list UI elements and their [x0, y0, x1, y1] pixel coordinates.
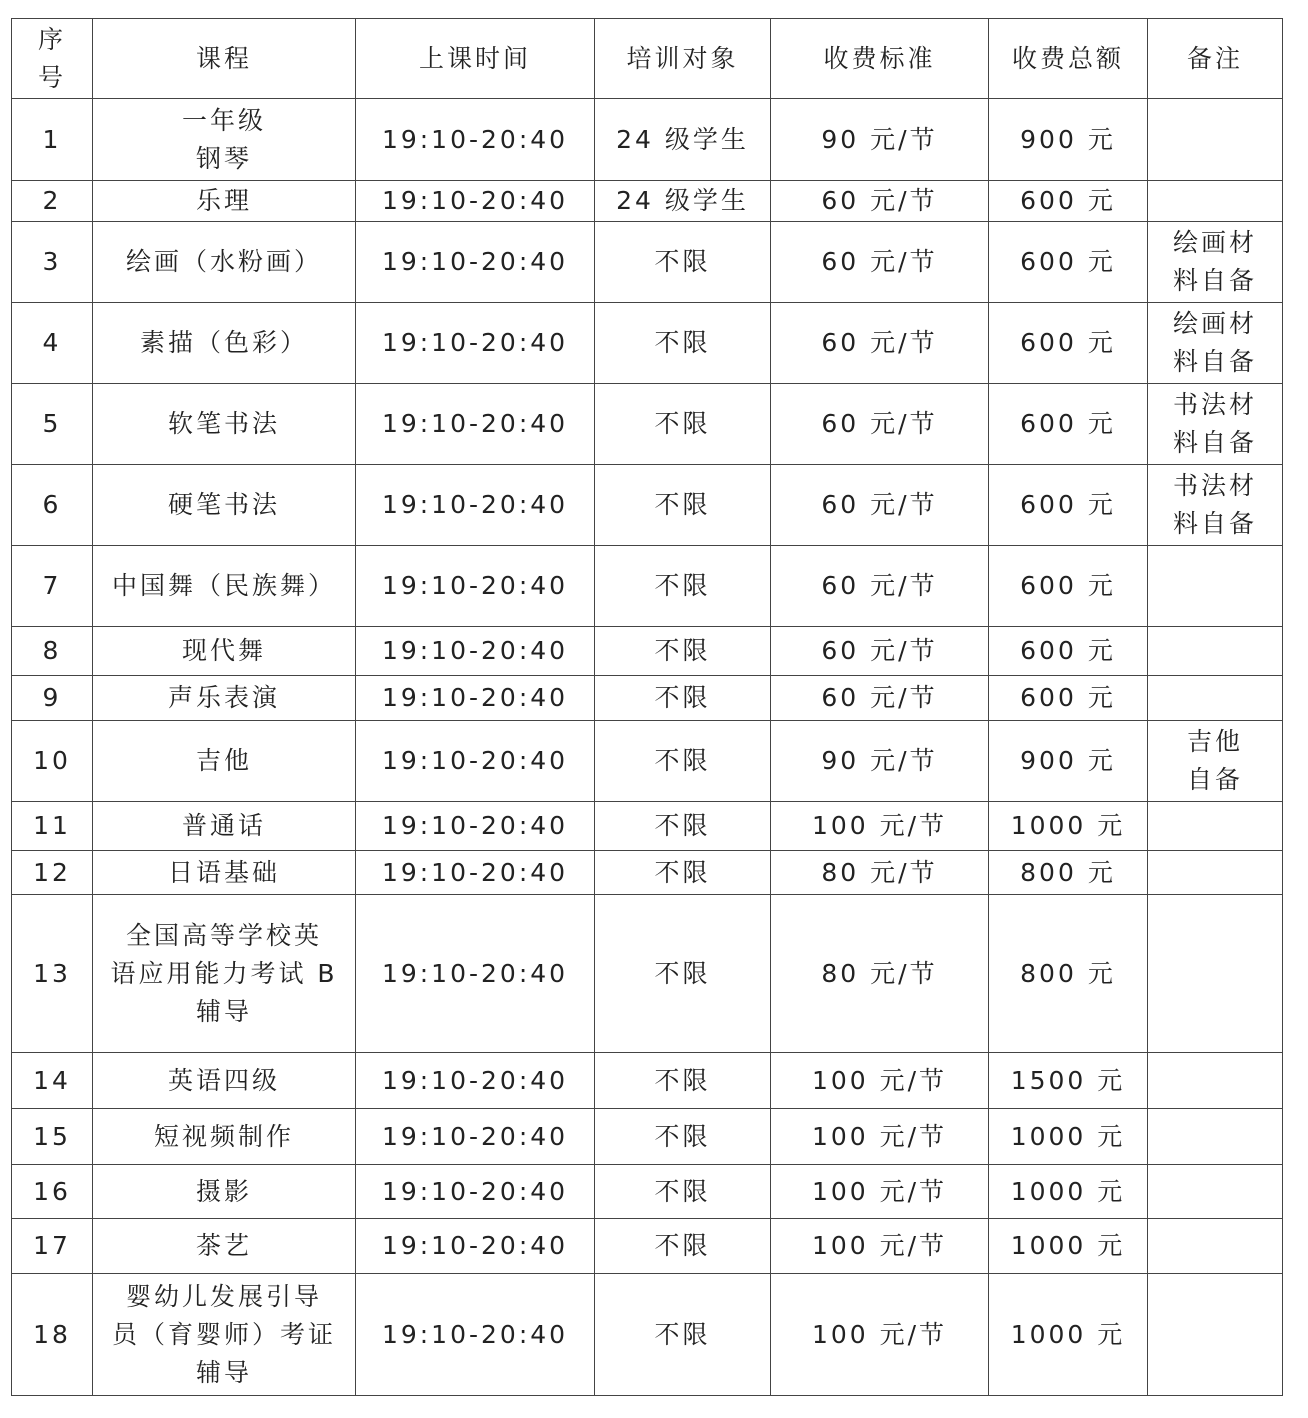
row-time	[356, 802, 595, 851]
row-target	[595, 465, 771, 546]
table-row	[12, 627, 1283, 676]
table-row	[12, 851, 1283, 895]
row-note-text: 书法材 料自备	[1172, 471, 1257, 538]
row-time-text: 19:10-20:40	[381, 857, 569, 887]
row-time	[356, 851, 595, 895]
row-course-text: 英语四级	[167, 1065, 280, 1095]
row-course	[93, 303, 356, 384]
row-fee	[771, 1165, 989, 1219]
row-note	[1148, 1165, 1283, 1219]
row-note	[1148, 627, 1283, 676]
row-total-text: 1500 元	[1010, 1065, 1126, 1095]
row-course	[93, 851, 356, 895]
row-time-text: 19:10-20:40	[381, 811, 569, 840]
row-total	[989, 676, 1148, 721]
row-course	[93, 181, 356, 222]
row-fee	[771, 895, 989, 1053]
row-note	[1148, 222, 1283, 303]
row-target	[595, 895, 771, 1053]
row-seq-text: 12	[33, 857, 71, 887]
row-fee	[771, 465, 989, 546]
row-target	[595, 1109, 771, 1165]
row-target-text: 不限	[654, 571, 711, 600]
row-fee	[771, 303, 989, 384]
row-course	[93, 384, 356, 465]
row-total-text: 1000 元	[1010, 811, 1126, 840]
row-seq	[12, 99, 93, 181]
row-fee-text: 60 元/节	[821, 409, 938, 438]
row-target-text: 不限	[654, 1319, 711, 1349]
row-fee-text: 60 元/节	[821, 328, 938, 357]
row-time	[356, 181, 595, 222]
row-note	[1148, 721, 1283, 802]
row-time-text: 19:10-20:40	[381, 746, 569, 775]
row-time	[356, 895, 595, 1053]
row-seq-text: 13	[33, 958, 71, 988]
row-target	[595, 802, 771, 851]
row-total	[989, 1219, 1148, 1274]
row-seq	[12, 303, 93, 384]
row-total	[989, 627, 1148, 676]
row-seq-text: 14	[33, 1065, 71, 1095]
row-time	[356, 384, 595, 465]
row-course-text: 声乐表演	[167, 683, 280, 712]
row-fee-text: 80 元/节	[821, 857, 938, 887]
table-row	[12, 303, 1283, 384]
row-course	[93, 1053, 356, 1109]
row-seq	[12, 1109, 93, 1165]
row-time-text: 19:10-20:40	[381, 1319, 569, 1349]
row-total	[989, 546, 1148, 627]
table-row	[12, 1053, 1283, 1109]
row-note	[1148, 1053, 1283, 1109]
row-time-text: 19:10-20:40	[381, 186, 569, 215]
row-total-text: 1000 元	[1010, 1121, 1126, 1151]
row-note-text: 绘画材 料自备	[1172, 309, 1257, 376]
row-target-text: 不限	[654, 247, 711, 276]
row-course-text: 普通话	[181, 811, 266, 840]
row-note	[1148, 1274, 1283, 1396]
row-fee-text: 100 元/节	[811, 1319, 948, 1349]
row-note	[1148, 1219, 1283, 1274]
row-course	[93, 1165, 356, 1219]
row-target	[595, 1053, 771, 1109]
row-seq-text: 3	[42, 247, 62, 276]
row-course	[93, 1274, 356, 1396]
row-seq-text: 16	[33, 1176, 71, 1206]
row-note	[1148, 1109, 1283, 1165]
row-fee-text: 100 元/节	[811, 1121, 948, 1151]
row-total	[989, 222, 1148, 303]
row-note	[1148, 546, 1283, 627]
row-note	[1148, 851, 1283, 895]
row-course-text: 全国高等学校英 语应用能力考试 B 辅导	[110, 920, 338, 1026]
row-fee	[771, 721, 989, 802]
row-target	[595, 1274, 771, 1396]
row-target-text: 不限	[654, 328, 711, 357]
row-total	[989, 1274, 1148, 1396]
row-fee	[771, 802, 989, 851]
row-target-text: 不限	[654, 746, 711, 775]
row-fee-text: 80 元/节	[821, 958, 938, 988]
row-total	[989, 181, 1148, 222]
row-seq	[12, 676, 93, 721]
row-seq-text: 10	[33, 746, 71, 775]
row-note	[1148, 895, 1283, 1053]
row-course-text: 绘画（水粉画）	[125, 247, 322, 276]
row-seq-text: 4	[42, 328, 62, 357]
row-time-text: 19:10-20:40	[381, 636, 569, 665]
row-target	[595, 1165, 771, 1219]
row-target	[595, 546, 771, 627]
row-target-text: 24 级学生	[616, 124, 749, 154]
row-total-text: 600 元	[1020, 490, 1116, 519]
row-course	[93, 546, 356, 627]
row-time-text: 19:10-20:40	[381, 1176, 569, 1206]
table-row	[12, 1274, 1283, 1396]
row-fee-text: 100 元/节	[811, 1231, 948, 1260]
row-time	[356, 1219, 595, 1274]
row-total	[989, 1053, 1148, 1109]
row-target-text: 不限	[654, 409, 711, 438]
table-row	[12, 384, 1283, 465]
row-seq	[12, 1274, 93, 1396]
row-fee	[771, 1274, 989, 1396]
row-course-text: 现代舞	[181, 636, 266, 665]
course-fee-table	[11, 18, 1283, 1396]
row-course-text: 一年级 钢琴	[181, 105, 266, 173]
row-target	[595, 222, 771, 303]
row-seq-text: 5	[42, 409, 62, 438]
row-target-text: 不限	[654, 490, 711, 519]
table-row	[12, 99, 1283, 181]
row-seq-text: 7	[42, 571, 62, 600]
row-target-text: 不限	[654, 857, 711, 887]
row-time-text: 19:10-20:40	[381, 124, 569, 154]
row-target	[595, 851, 771, 895]
table-row	[12, 802, 1283, 851]
row-total	[989, 465, 1148, 546]
row-course-text: 吉他	[195, 746, 252, 775]
row-total-text: 600 元	[1020, 683, 1116, 712]
row-time-text: 19:10-20:40	[381, 1065, 569, 1095]
row-total	[989, 384, 1148, 465]
row-course	[93, 627, 356, 676]
row-total-text: 1000 元	[1010, 1176, 1126, 1206]
row-course-text: 乐理	[195, 186, 252, 215]
row-total	[989, 851, 1148, 895]
row-total	[989, 303, 1148, 384]
row-seq	[12, 627, 93, 676]
row-seq-text: 8	[42, 636, 62, 665]
row-total	[989, 99, 1148, 181]
row-course-text: 中国舞（民族舞）	[111, 571, 336, 600]
row-time-text: 19:10-20:40	[381, 1231, 569, 1260]
row-course	[93, 895, 356, 1053]
row-fee-text: 60 元/节	[821, 636, 938, 665]
row-note	[1148, 99, 1283, 181]
row-seq	[12, 721, 93, 802]
row-time	[356, 1053, 595, 1109]
row-note-text: 吉他 自备	[1186, 727, 1243, 794]
table-row	[12, 465, 1283, 546]
row-target	[595, 181, 771, 222]
row-fee	[771, 1053, 989, 1109]
row-course	[93, 465, 356, 546]
row-total-text: 600 元	[1020, 186, 1116, 215]
row-course	[93, 1219, 356, 1274]
row-seq	[12, 851, 93, 895]
row-total-text: 900 元	[1020, 746, 1116, 775]
row-fee	[771, 851, 989, 895]
row-fee-text: 100 元/节	[811, 811, 948, 840]
row-seq-text: 9	[42, 683, 62, 712]
row-time-text: 19:10-20:40	[381, 247, 569, 276]
row-total	[989, 721, 1148, 802]
table-row	[12, 895, 1283, 1053]
row-fee	[771, 99, 989, 181]
row-total	[989, 1109, 1148, 1165]
row-note	[1148, 802, 1283, 851]
row-fee-text: 60 元/节	[821, 186, 938, 215]
header-fee: 收费标准	[771, 19, 989, 99]
table-row	[12, 721, 1283, 802]
row-total	[989, 1165, 1148, 1219]
row-seq	[12, 181, 93, 222]
row-time-text: 19:10-20:40	[381, 958, 569, 988]
row-course-text: 短视频制作	[153, 1121, 294, 1151]
row-course	[93, 1109, 356, 1165]
row-total-text: 800 元	[1020, 958, 1116, 988]
row-seq	[12, 546, 93, 627]
row-seq-text: 17	[33, 1231, 71, 1260]
row-total-text: 1000 元	[1010, 1319, 1126, 1349]
row-fee-text: 90 元/节	[821, 746, 938, 775]
row-fee	[771, 627, 989, 676]
row-total-text: 900 元	[1020, 124, 1116, 154]
row-target-text: 不限	[654, 1231, 711, 1260]
row-seq-text: 15	[33, 1121, 71, 1151]
row-fee	[771, 222, 989, 303]
row-target	[595, 627, 771, 676]
row-seq	[12, 1219, 93, 1274]
table-row	[12, 1165, 1283, 1219]
row-target-text: 不限	[654, 958, 711, 988]
row-course-text: 婴幼儿发展引导 员（育婴师）考证 辅导	[111, 1281, 336, 1387]
row-time	[356, 222, 595, 303]
row-course	[93, 222, 356, 303]
row-seq	[12, 895, 93, 1053]
row-target	[595, 721, 771, 802]
row-seq	[12, 465, 93, 546]
row-fee-text: 90 元/节	[821, 124, 938, 154]
row-target-text: 24 级学生	[616, 186, 749, 215]
row-time-text: 19:10-20:40	[381, 490, 569, 519]
row-target	[595, 99, 771, 181]
table-row	[12, 222, 1283, 303]
row-note	[1148, 465, 1283, 546]
header-seq: 序 号	[12, 19, 93, 99]
row-course-text: 软笔书法	[167, 409, 280, 438]
row-note	[1148, 181, 1283, 222]
row-time	[356, 627, 595, 676]
row-fee	[771, 676, 989, 721]
row-course-text: 素描（色彩）	[139, 328, 308, 357]
row-target	[595, 1219, 771, 1274]
row-total	[989, 802, 1148, 851]
row-time	[356, 676, 595, 721]
row-seq	[12, 1053, 93, 1109]
row-total-text: 600 元	[1020, 328, 1116, 357]
row-seq-text: 1	[42, 124, 62, 154]
table-row	[12, 546, 1283, 627]
table-row	[12, 1219, 1283, 1274]
row-course-text: 摄影	[195, 1176, 252, 1206]
row-course	[93, 721, 356, 802]
row-time-text: 19:10-20:40	[381, 409, 569, 438]
header-total: 收费总额	[989, 19, 1148, 99]
row-seq-text: 6	[42, 490, 62, 519]
row-fee-text: 60 元/节	[821, 683, 938, 712]
row-fee-text: 60 元/节	[821, 571, 938, 600]
row-total-text: 1000 元	[1010, 1231, 1126, 1260]
table-row	[12, 1109, 1283, 1165]
row-seq	[12, 1165, 93, 1219]
row-time	[356, 1165, 595, 1219]
table-header-row	[12, 19, 1283, 99]
row-total-text: 600 元	[1020, 247, 1116, 276]
row-fee	[771, 1109, 989, 1165]
row-seq-text: 11	[33, 811, 71, 840]
row-time	[356, 1274, 595, 1396]
row-fee-text: 100 元/节	[811, 1065, 948, 1095]
row-note	[1148, 303, 1283, 384]
row-total-text: 600 元	[1020, 409, 1116, 438]
row-fee-text: 60 元/节	[821, 247, 938, 276]
row-seq-text: 2	[42, 186, 62, 215]
row-course	[93, 99, 356, 181]
row-time	[356, 1109, 595, 1165]
row-time	[356, 721, 595, 802]
row-note-text: 书法材 料自备	[1172, 390, 1257, 457]
row-target-text: 不限	[654, 1065, 711, 1095]
header-target: 培训对象	[595, 19, 771, 99]
row-time-text: 19:10-20:40	[381, 328, 569, 357]
row-fee-text: 100 元/节	[811, 1176, 948, 1206]
header-course: 课程	[93, 19, 356, 99]
row-total-text: 800 元	[1020, 857, 1116, 887]
row-time	[356, 99, 595, 181]
row-target	[595, 676, 771, 721]
row-fee	[771, 181, 989, 222]
table-row	[12, 181, 1283, 222]
row-target	[595, 303, 771, 384]
row-total	[989, 895, 1148, 1053]
row-fee	[771, 384, 989, 465]
header-time: 上课时间	[356, 19, 595, 99]
row-target-text: 不限	[654, 1176, 711, 1206]
row-fee-text: 60 元/节	[821, 490, 938, 519]
row-time-text: 19:10-20:40	[381, 683, 569, 712]
row-total-text: 600 元	[1020, 571, 1116, 600]
row-fee	[771, 546, 989, 627]
row-target-text: 不限	[654, 636, 711, 665]
row-time	[356, 465, 595, 546]
row-course	[93, 676, 356, 721]
row-note	[1148, 676, 1283, 721]
row-target	[595, 384, 771, 465]
row-target-text: 不限	[654, 683, 711, 712]
row-seq-text: 18	[33, 1319, 71, 1349]
row-course-text: 日语基础	[167, 857, 280, 887]
row-total-text: 600 元	[1020, 636, 1116, 665]
row-target-text: 不限	[654, 811, 711, 840]
row-target-text: 不限	[654, 1121, 711, 1151]
row-seq	[12, 802, 93, 851]
row-seq	[12, 384, 93, 465]
row-seq	[12, 222, 93, 303]
row-course-text: 茶艺	[195, 1231, 252, 1260]
row-time	[356, 303, 595, 384]
row-course	[93, 802, 356, 851]
table-row	[12, 676, 1283, 721]
header-note: 备注	[1148, 19, 1283, 99]
row-time-text: 19:10-20:40	[381, 571, 569, 600]
row-course-text: 硬笔书法	[167, 490, 280, 519]
row-note	[1148, 384, 1283, 465]
row-time	[356, 546, 595, 627]
row-time-text: 19:10-20:40	[381, 1121, 569, 1151]
row-fee	[771, 1219, 989, 1274]
row-note-text: 绘画材 料自备	[1172, 228, 1257, 295]
